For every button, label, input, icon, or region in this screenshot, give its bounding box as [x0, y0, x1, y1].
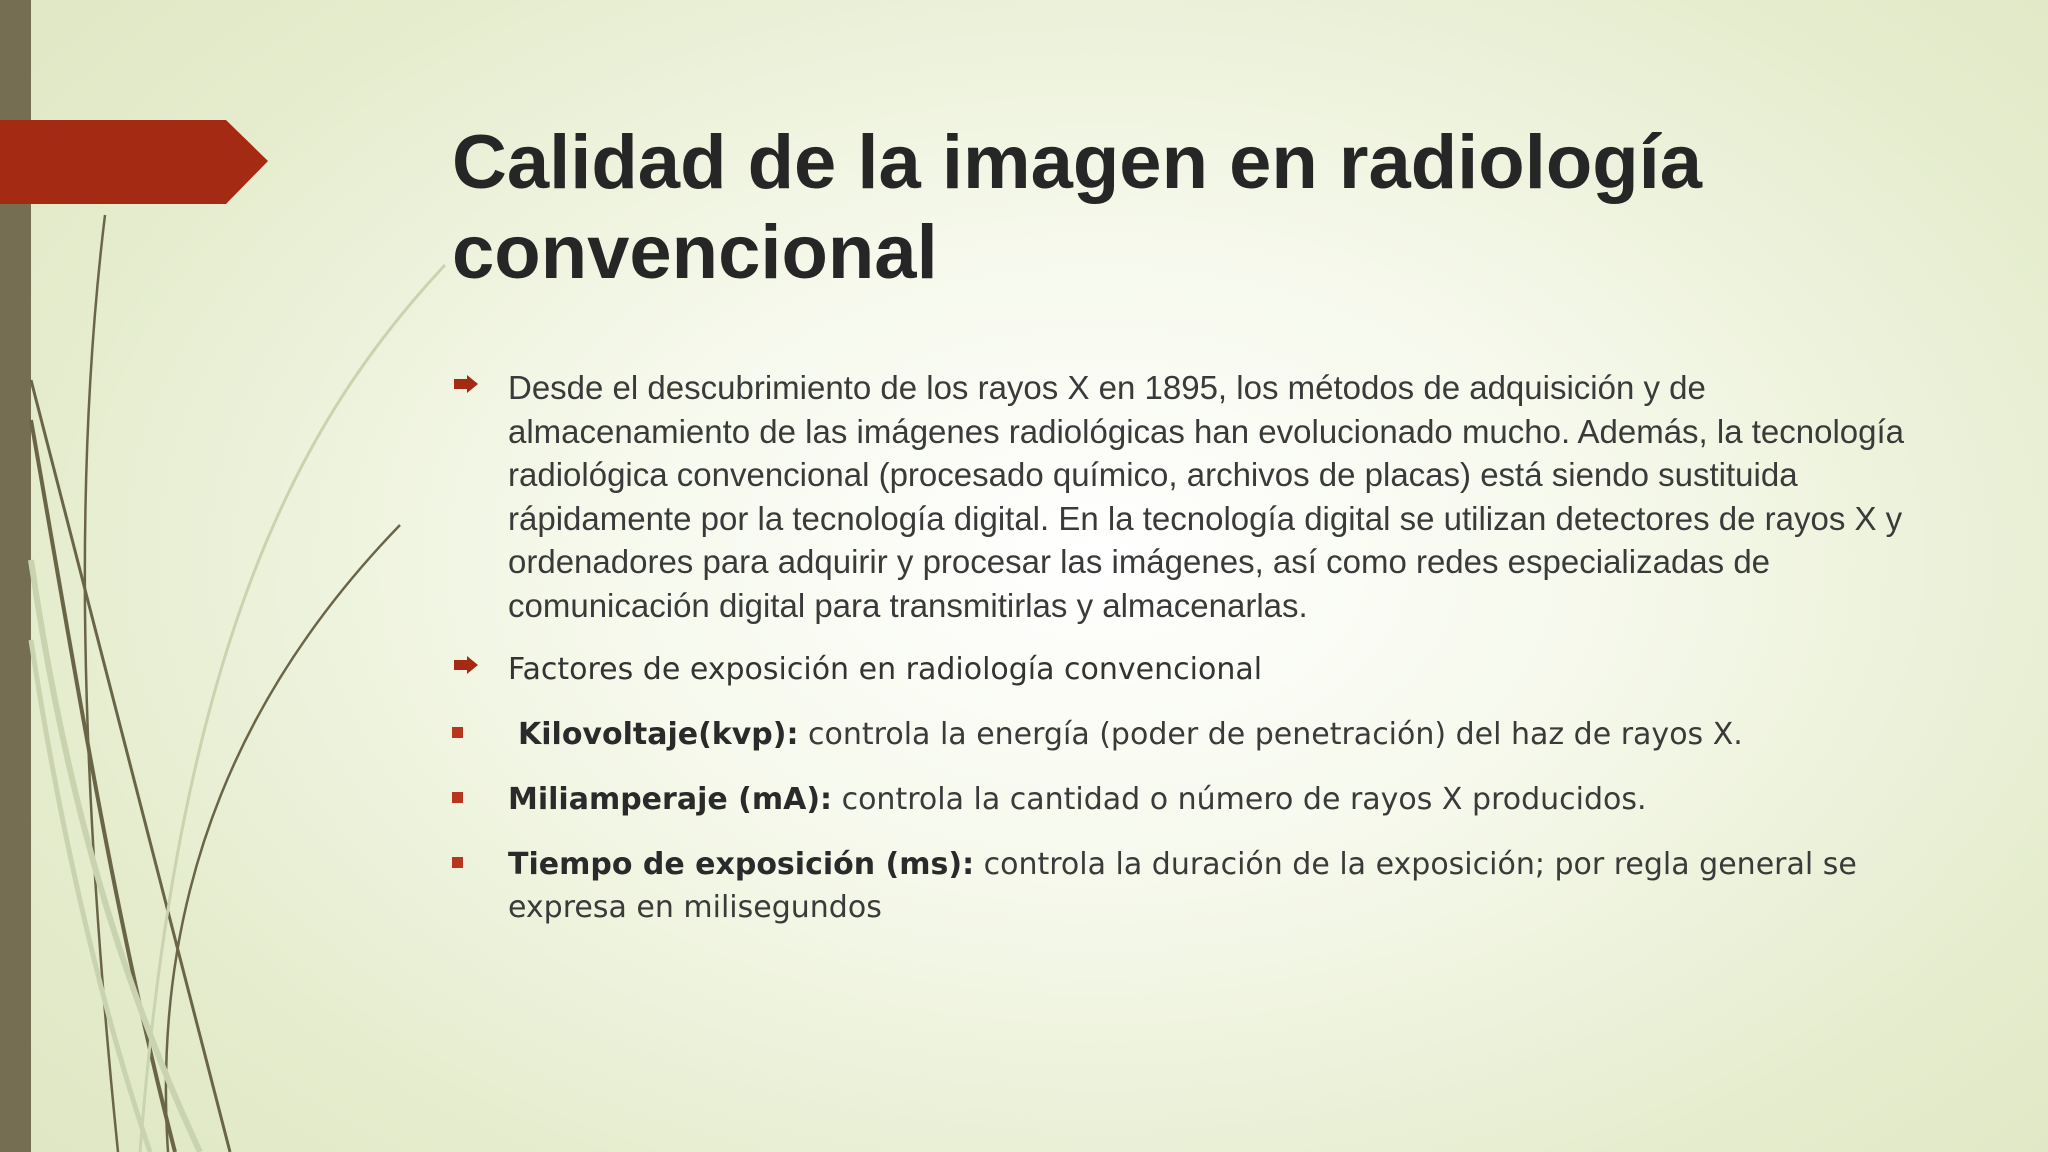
intro-paragraph	[452, 366, 1932, 628]
square-bullet-icon	[452, 727, 463, 738]
factors-heading-text: Factores de exposición en radiología convencional	[508, 651, 1263, 687]
factor-description: controla la energía (poder de penetración) del haz de rayos X.	[798, 716, 1743, 752]
left-decor-bar	[0, 0, 31, 1152]
intro-text: Desde el descubrimiento de los rayos X en 1895, los métodos de adquisición y de almacenamiento de las imágenes radiológicas han evolucionado mucho. Además, la tecnología radiológica convencional (procesado químico, archivos de placas) está siendo sustituida rápidamente por la tecnología digital. En la tecnología digital se utilizan detectores de rayos X y ordenadores para adquirir y procesar las imágenes, así como redes especializadas de comunicación digital para transmitirlas y almacenarlas.	[508, 369, 1905, 624]
square-bullet-icon	[452, 792, 463, 803]
arrow-bullet-icon	[452, 374, 480, 394]
factor-item-kilovoltaje	[452, 713, 1932, 756]
factor-term: Kilovoltaje(kvp):	[518, 716, 799, 752]
factor-description: controla la cantidad o número de rayos X producidos.	[832, 781, 1647, 817]
factor-term: Tiempo de exposición (ms):	[508, 846, 975, 882]
factor-item-tiempo	[452, 843, 1932, 929]
arrow-bullet-icon	[452, 655, 480, 675]
factors-heading	[452, 648, 1932, 691]
factor-term: Miliamperaje (mA):	[508, 781, 833, 817]
factor-item-miliamperaje	[452, 778, 1932, 821]
square-bullet-icon	[452, 857, 463, 868]
factor-description: controla la duración de la exposición; por regla general se expresa en milisegundos	[508, 846, 1857, 925]
slide-title: Calidad de la imagen en radiología convencional	[452, 120, 1703, 295]
slide-content	[452, 366, 1932, 951]
